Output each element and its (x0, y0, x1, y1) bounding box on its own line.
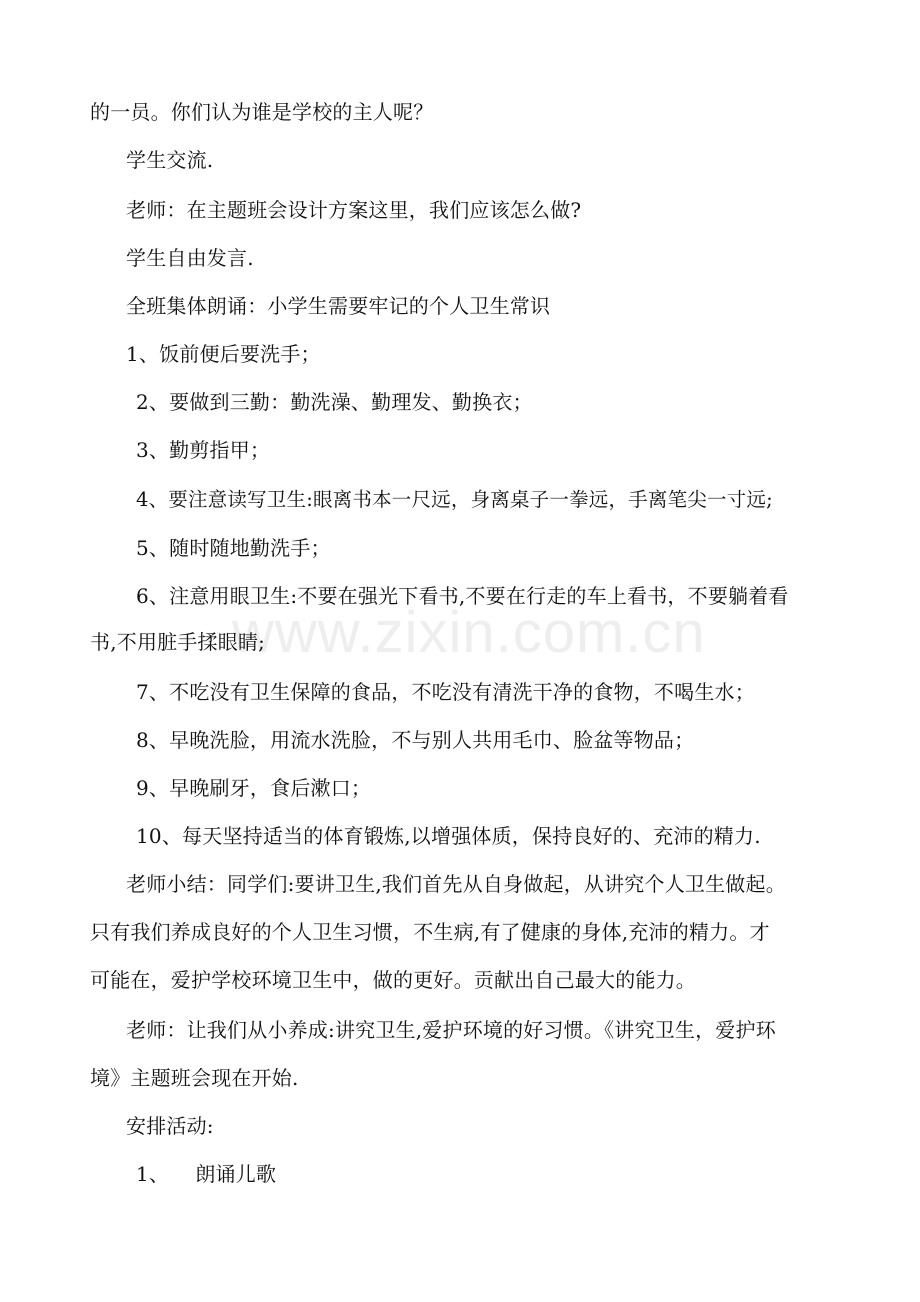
paragraph-line: 老师：让我们从小养成:讲究卫生,爱护环境的好习惯。《讲究卫生，爱护环 (126, 1018, 776, 1042)
paragraph-line: 的一员。你们认为谁是学校的主人呢？ (90, 100, 434, 124)
paragraph-line: 全班集体朗诵：小学生需要牢记的个人卫生常识 (126, 294, 551, 318)
list-item: 9、早晚刷牙，食后漱口； (136, 776, 372, 800)
list-item: 1、 朗诵儿歌 (136, 1162, 277, 1186)
list-item-continuation: 书,不用脏手揉眼睛; (90, 630, 266, 654)
paragraph-line: 学生交流. (126, 148, 214, 172)
list-item: 8、早晚洗脸，用流水洗脸，不与别人共用毛巾、脸盆等物品； (136, 728, 695, 752)
paragraph-line: 老师小结：同学们:要讲卫生,我们首先从自身做起，从讲究个人卫生做起。 (126, 872, 786, 896)
list-item: 10、每天坚持适当的体育锻炼,以增强体质，保持良好的、充沛的精力. (136, 824, 761, 848)
paragraph-line: 可能在，爱护学校环境卫生中，做的更好。贡献出自己最大的能力。 (90, 968, 696, 992)
paragraph-line: 只有我们养成良好的个人卫生习惯，不生病,有了健康的身体,充沛的精力。才 (90, 920, 770, 944)
list-item: 6、注意用眼卫生:不要在强光下看书,不要在行走的车上看书，不要躺着看 (136, 584, 789, 608)
list-item: 1、饭前便后要洗手； (126, 342, 321, 366)
paragraph-line: 老师：在主题班会设计方案这里，我们应该怎么做? (126, 198, 582, 222)
watermark: www.zixin.com.cn (232, 600, 706, 665)
paragraph-line: 学生自由发言. (126, 246, 254, 270)
list-item: 5、随时随地勤洗手； (136, 536, 331, 560)
list-item: 7、不吃没有卫生保障的食品，不吃没有清洗干净的食物，不喝生水； (136, 680, 755, 704)
paragraph-line: 境》主题班会现在开始. (90, 1066, 299, 1090)
list-item: 4、要注意读写卫生:眼离书本一尺远，身离桌子一拳远，手离笔尖一寸远; (136, 488, 773, 511)
paragraph-line: 安排活动: (126, 1114, 214, 1138)
list-item: 3、勤剪指甲； (136, 438, 271, 462)
list-item: 2、要做到三勤：勤洗澡、勤理发、勤换衣； (136, 390, 533, 414)
